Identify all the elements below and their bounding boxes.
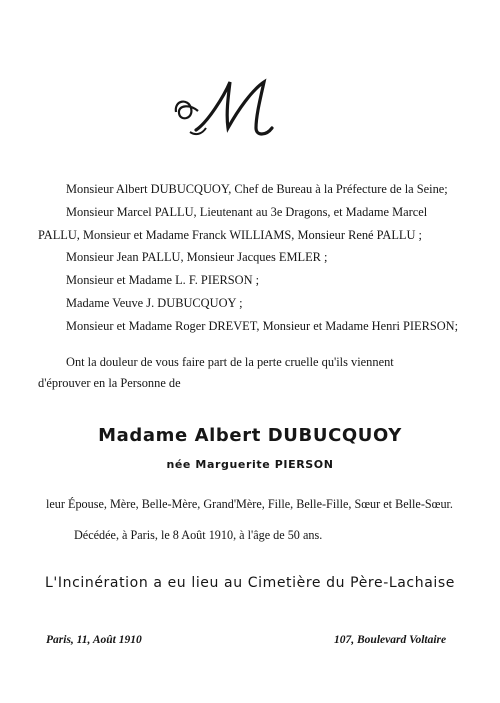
- family-line-3: PALLU, Monsieur et Madame Franck WILLIAMS, Monsieur René PALLU ;: [38, 227, 422, 242]
- cremation-notice: L'Incinération a eu lieu au Cimetière du Père-Lachaise: [45, 575, 455, 591]
- family-line-2: Monsieur Marcel PALLU, Lieutenant au 3e Dragons, et Madame Marcel: [66, 204, 428, 219]
- death-notice: Décédée, à Paris, le 8 Août 1910, à l'âge de 50 ans.: [74, 528, 323, 542]
- family-list: [0, 178, 500, 338]
- family-line-1: Monsieur Albert DUBUCQUOY, Chef de Bureau à la Préfecture de la Seine;: [66, 182, 448, 196]
- announcement-line-1: Ont la douleur de vous faire part de la perte cruelle qu'ils viennent: [66, 355, 394, 369]
- family-line-5: Monsieur et Madame L. F. PIERSON ;: [66, 273, 260, 288]
- announcement-line-2: d'éprouver en la Personne de: [38, 376, 181, 390]
- family-line-7: Monsieur et Madame Roger DREVET, Monsieur et Madame Henri PIERSON;: [66, 318, 459, 333]
- relations-line: leur Épouse, Mère, Belle-Mère, Grand'Mère, Fille, Belle-Fille, Sœur et Belle-Sœur.: [46, 497, 453, 511]
- footer-address: 107, Boulevard Voltaire: [334, 634, 447, 646]
- monogram-letter: M: [172, 78, 173, 79]
- footer-place-date: Paris, 11, Août 1910: [46, 634, 142, 646]
- family-line-6: Madame Veuve J. DUBUCQUOY ;: [66, 295, 243, 310]
- maiden-name: née Marguerite PIERSON: [166, 458, 334, 471]
- deceased-name: Madame Albert DUBUCQUOY: [98, 425, 402, 446]
- monogram-m: [172, 78, 292, 140]
- family-line-4: Monsieur Jean PALLU, Monsieur Jacques EMLER ;: [66, 250, 328, 265]
- announcement: [38, 352, 478, 394]
